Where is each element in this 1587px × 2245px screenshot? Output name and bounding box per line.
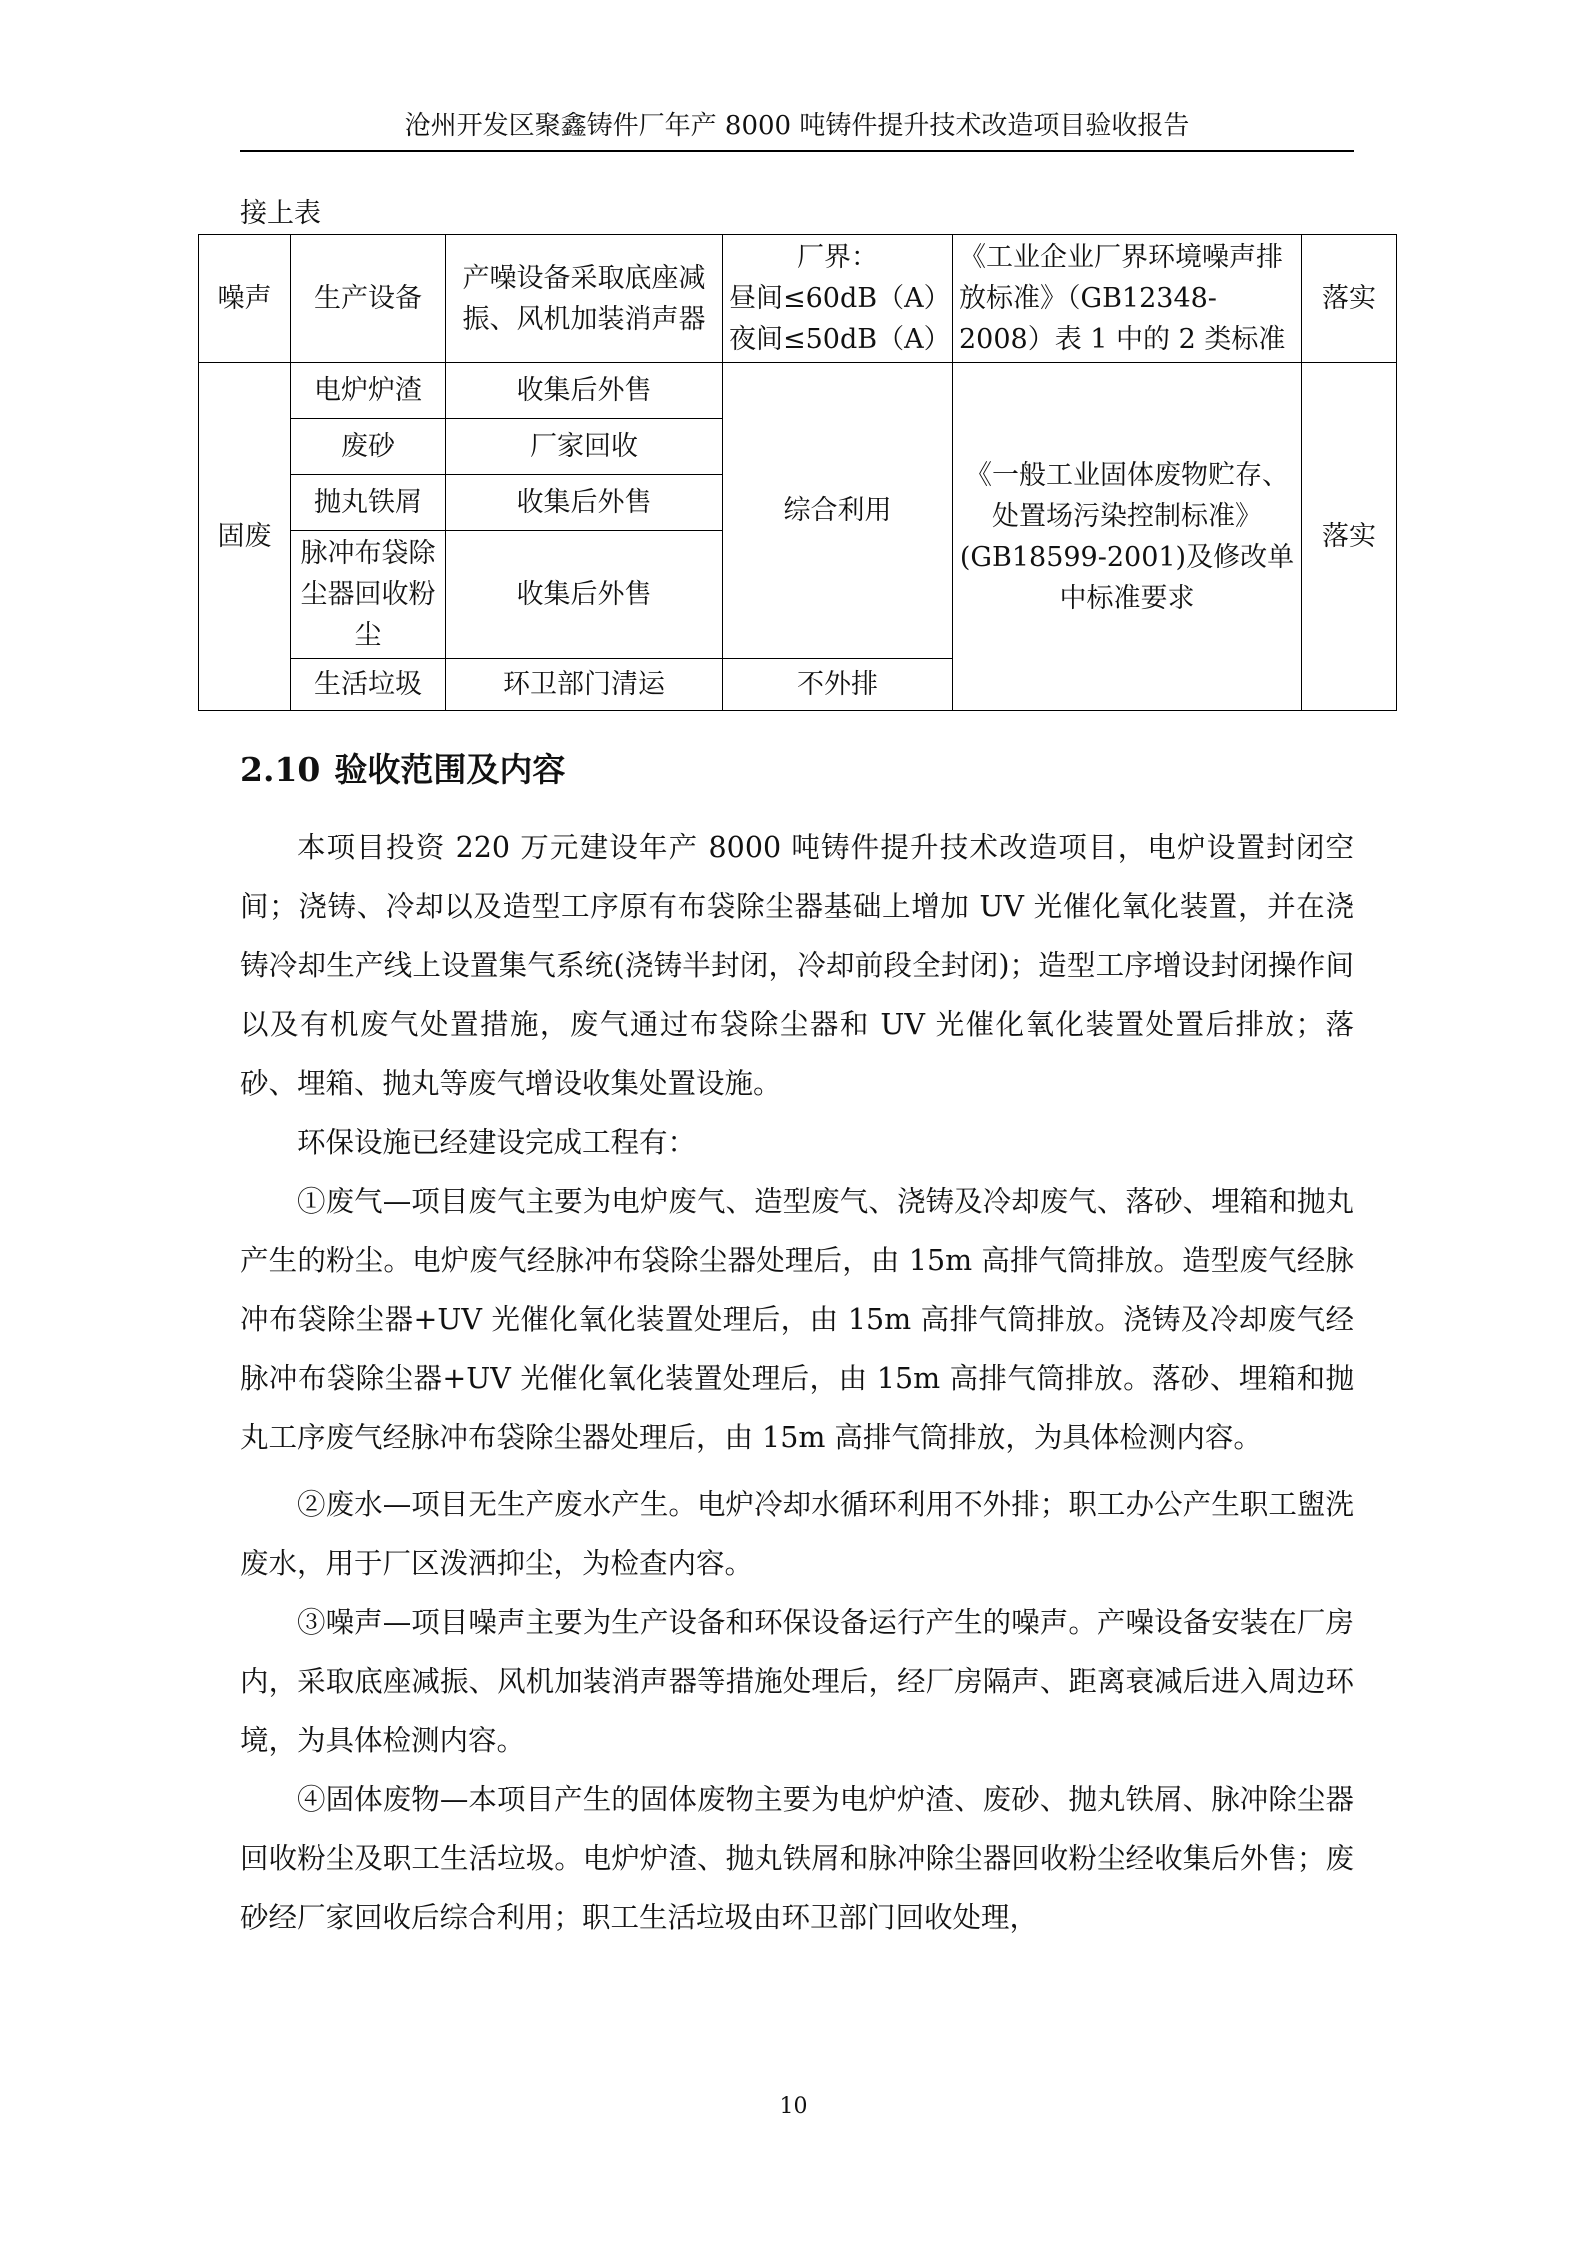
solid-no-discharge-cell: 不外排 (723, 659, 953, 711)
solid-measure-cell: 收集后外售 (446, 475, 723, 531)
noise-limit-cell (723, 235, 953, 363)
noise-limit-line-3: 夜间≤50dB（A） (729, 324, 951, 355)
noise-standard-cell: 《工业企业厂界环境噪声排放标准》（GB12348-2008）表 1 中的 2 类标准 (953, 235, 1302, 363)
solid-source-cell: 抛丸铁屑 (291, 475, 446, 531)
solid-source-cell: 脉冲布袋除尘器回收粉尘 (291, 531, 446, 659)
table-row-solid-1 (199, 363, 1397, 419)
header-rule (240, 150, 1354, 152)
paragraph: ③噪声—项目噪声主要为生产设备和环保设备运行产生的噪声。产噪设备安装在厂房内，采取底座减振、风机加装消声器等措施处理后，经厂房隔声、距离衰减后进入周边环境，为具体检测内容。 (240, 1606, 1354, 1757)
noise-limit-line-1: 厂界： (797, 242, 878, 273)
page-header: 沧州开发区聚鑫铸件厂年产 8000 吨铸件提升技术改造项目验收报告 (404, 111, 1190, 141)
noise-category-cell: 噪声 (199, 235, 291, 363)
page-number: 10 (779, 2094, 808, 2119)
table-row-noise (199, 235, 1397, 363)
solid-measure-cell: 厂家回收 (446, 419, 723, 475)
solid-source-cell: 电炉炉渣 (291, 363, 446, 419)
paragraph: 本项目投资 220 万元建设年产 8000 吨铸件提升技术改造项目，电炉设置封闭空间；浇铸、冷却以及造型工序原有布袋除尘器基础上增加 UV 光催化氧化装置，并在浇铸冷却生产线上设置集气系统(浇铸半封闭，冷却前段全封闭)；造型工序增设封闭操作间以及有机废气处置措施，废气通过布袋除尘器和 UV 光催化氧化装置处置后排放；落砂、埋箱、抛丸等废气增设收集处置设施。 (240, 831, 1354, 1100)
section-number: 2.10 (240, 750, 321, 789)
solid-measure-cell: 收集后外售 (446, 363, 723, 419)
solid-reuse-cell: 综合利用 (723, 363, 953, 659)
section-heading (240, 748, 565, 792)
section-title: 验收范围及内容 (334, 750, 566, 789)
solid-category-cell: 固废 (199, 363, 291, 711)
paragraph: ②废水—项目无生产废水产生。电炉冷却水循环利用不外排；职工办公产生职工盥洗废水，用于厂区泼洒抑尘，为检查内容。 (240, 1488, 1354, 1580)
noise-measure-cell: 产噪设备采取底座减振、风机加装消声器 (446, 235, 723, 363)
paragraph: ①废气—项目废气主要为电炉废气、造型废气、浇铸及冷却废气、落砂、埋箱和抛丸产生的粉尘。电炉废气经脉冲布袋除尘器处理后，由 15m 高排气筒排放。造型废气经脉冲布袋除尘器+UV 光催化氧化装置处理后，由 15m 高排气筒排放。浇铸及冷却废气经脉冲布袋除尘器+UV 光催化氧化装置处理后，由 15m 高排气筒排放。落砂、埋箱和抛丸工序废气经脉冲布袋除尘器处理后，由 15m 高排气筒排放，为具体检测内容。 (240, 1185, 1354, 1454)
solid-source-cell: 生活垃圾 (291, 659, 446, 711)
table-continuation-caption: 接上表 (240, 198, 321, 229)
environmental-measures-table (198, 234, 1397, 711)
solid-status-cell: 落实 (1302, 363, 1397, 711)
solid-source-cell: 废砂 (291, 419, 446, 475)
noise-source-cell: 生产设备 (291, 235, 446, 363)
solid-measure-cell: 环卫部门清运 (446, 659, 723, 711)
solid-measure-cell: 收集后外售 (446, 531, 723, 659)
noise-limit-line-2: 昼间≤60dB（A） (729, 283, 951, 314)
noise-status-cell: 落实 (1302, 235, 1397, 363)
solid-standard-cell: 《一般工业固体废物贮存、处置场污染控制标准》(GB18599-2001)及修改单中标准要求 (953, 363, 1302, 711)
paragraph: ④固体废物—本项目产生的固体废物主要为电炉炉渣、废砂、抛丸铁屑、脉冲除尘器回收粉尘及职工生活垃圾。电炉炉渣、抛丸铁屑和脉冲除尘器回收粉尘经收集后外售；废砂经厂家回收后综合利用；职工生活垃圾由环卫部门回收处理， (240, 1783, 1354, 1934)
paragraph: 环保设施已经建设完成工程有： (297, 1126, 697, 1159)
section-body (240, 818, 1354, 1947)
